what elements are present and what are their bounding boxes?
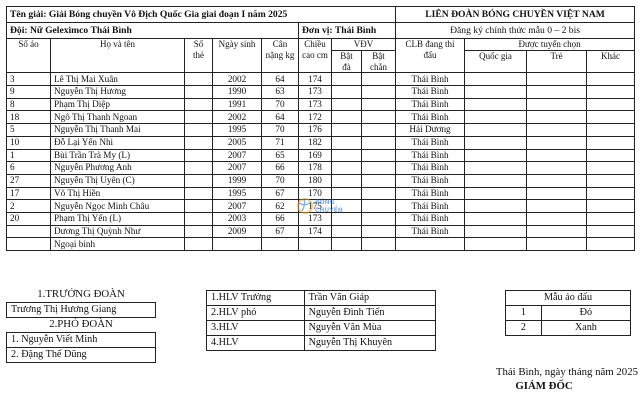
player-national	[465, 98, 527, 111]
col-club: CLB đang thi đấu	[396, 39, 465, 73]
player-national	[465, 174, 527, 187]
player-row	[7, 162, 635, 175]
player-cert	[185, 111, 213, 124]
col-weight: Cân nặng kg	[262, 39, 299, 73]
player-height: 175	[299, 200, 332, 213]
player-cert	[185, 200, 213, 213]
player-name: Nguyễn Thị Thanh Mai	[51, 124, 185, 137]
player-block	[362, 174, 396, 187]
player-shirt-number: 10	[7, 136, 51, 149]
deputy-title: 2.PHÓ ĐOÀN	[49, 318, 113, 330]
player-block	[362, 225, 396, 238]
player-row	[7, 98, 635, 111]
player-height: 182	[299, 136, 332, 149]
player-row	[7, 124, 635, 137]
watermark-text-2: CHUYỀN	[315, 207, 343, 214]
player-youth	[527, 98, 587, 111]
coach-role: 1.HLV Trưởng	[207, 291, 305, 306]
player-block	[362, 187, 396, 200]
player-block	[362, 136, 396, 149]
player-block	[362, 200, 396, 213]
foreign-player-row: Ngoại binh	[51, 238, 185, 251]
player-height: 170	[299, 187, 332, 200]
player-block	[362, 98, 396, 111]
player-shirt-number	[7, 225, 51, 238]
player-height: 172	[299, 111, 332, 124]
player-birth-year: 1991	[213, 98, 262, 111]
player-spike	[332, 174, 362, 187]
player-club: Thái Bình	[396, 73, 465, 86]
player-row	[7, 136, 635, 149]
player-other	[587, 73, 635, 86]
coaches-table	[206, 290, 436, 351]
player-weight: 67	[262, 187, 299, 200]
player-spike	[332, 162, 362, 175]
player-weight: 65	[262, 149, 299, 162]
player-national	[465, 86, 527, 99]
player-birth-year: 2009	[213, 225, 262, 238]
player-spike	[332, 225, 362, 238]
player-cert	[185, 124, 213, 137]
player-cert	[185, 86, 213, 99]
player-row	[7, 149, 635, 162]
player-club: Thái Bình	[396, 136, 465, 149]
player-block	[362, 149, 396, 162]
player-height: 180	[299, 174, 332, 187]
player-cert	[185, 212, 213, 225]
col-name: Họ và tên	[51, 39, 185, 73]
player-club: Thái Bình	[396, 111, 465, 124]
date-line: Thái Bình, ngày tháng năm 2025	[495, 366, 638, 378]
player-other	[587, 225, 635, 238]
player-other	[587, 98, 635, 111]
player-club: Thái Bình	[396, 187, 465, 200]
signer-title: GIÁM ĐỐC	[515, 380, 573, 392]
player-birth-year: 2007	[213, 149, 262, 162]
deputy-table	[6, 332, 156, 363]
player-other	[587, 124, 635, 137]
coach-role: 3.HLV	[207, 321, 305, 336]
col-dob: Ngày sinh	[213, 39, 262, 73]
watermark-text-1: BÓNG	[315, 199, 335, 206]
col-height: Chiều cao cm	[299, 39, 332, 73]
player-height: 174	[299, 73, 332, 86]
team-name: Đội: Nữ Geleximco Thái Bình	[7, 23, 299, 39]
player-cert	[185, 187, 213, 200]
player-name: Nguyễn Phương Anh	[51, 162, 185, 175]
head-of-delegation-table	[6, 302, 156, 318]
player-youth	[527, 162, 587, 175]
coach-row	[207, 336, 436, 351]
player-other	[587, 149, 635, 162]
player-national	[465, 162, 527, 175]
player-shirt-number: 9	[7, 86, 51, 99]
kit-row	[506, 321, 631, 336]
head-of-delegation-name: Trương Thị Hương Giang	[7, 303, 156, 318]
player-club: Thái Bình	[396, 162, 465, 175]
player-youth	[527, 174, 587, 187]
player-height: 178	[299, 162, 332, 175]
coach-name: Nguyễn Thị Khuyên	[304, 336, 435, 351]
player-national	[465, 111, 527, 124]
player-birth-year: 1995	[213, 124, 262, 137]
col-spike: Bật đà	[332, 50, 362, 73]
kit-color: Đỏ	[541, 306, 630, 321]
col-shirt: Số áo	[7, 39, 51, 73]
player-weight: 67	[262, 225, 299, 238]
player-youth	[527, 111, 587, 124]
player-shirt-number: 20	[7, 212, 51, 225]
player-club: Thái Bình	[396, 200, 465, 213]
player-height: 169	[299, 149, 332, 162]
federation-name: LIÊN ĐOÀN BÓNG CHUYỀN VIỆT NAM	[396, 7, 635, 23]
kit-color: Xanh	[541, 321, 630, 336]
player-block	[362, 162, 396, 175]
player-height: 173	[299, 212, 332, 225]
coach-name: Nguyễn Đình Tiến	[304, 306, 435, 321]
player-height: 176	[299, 124, 332, 137]
player-club: Hải Dương	[396, 124, 465, 137]
deputy-name-1: 1. Nguyễn Viết Minh	[7, 333, 156, 348]
col-national: Quốc gia	[465, 50, 527, 73]
player-name: Đỗ Lại Yến Nhi	[51, 136, 185, 149]
player-other	[587, 86, 635, 99]
player-birth-year: 1999	[213, 174, 262, 187]
player-weight: 64	[262, 111, 299, 124]
volleyball-watermark-logo	[296, 194, 350, 222]
player-other	[587, 212, 635, 225]
player-other	[587, 200, 635, 213]
player-national	[465, 73, 527, 86]
player-spike	[332, 111, 362, 124]
player-youth	[527, 187, 587, 200]
col-other: Khác	[587, 50, 635, 73]
head-of-delegation-title: 1.TRƯỞNG ĐOÀN	[37, 288, 125, 300]
player-weight: 70	[262, 174, 299, 187]
player-row	[7, 73, 635, 86]
player-spike	[332, 124, 362, 137]
player-row	[7, 174, 635, 187]
player-shirt-number: 17	[7, 187, 51, 200]
player-name: Nguyễn Thị Hương	[51, 86, 185, 99]
player-cert	[185, 98, 213, 111]
col-vdv: VĐV	[332, 39, 396, 51]
player-block	[362, 124, 396, 137]
player-youth	[527, 149, 587, 162]
col-block: Bật chắn	[362, 50, 396, 73]
player-birth-year: 2003	[213, 212, 262, 225]
player-spike	[332, 98, 362, 111]
col-youth: Trẻ	[527, 50, 587, 73]
player-club: Thái Bình	[396, 86, 465, 99]
kit-colors-title: Mẫu áo đấu	[506, 291, 631, 306]
col-selected: Được tuyển chọn	[465, 39, 635, 51]
deputy-name-2: 2. Đặng Thế Dũng	[7, 348, 156, 363]
player-shirt-number: 6	[7, 162, 51, 175]
player-shirt-number: 18	[7, 111, 51, 124]
player-shirt-number: 2	[7, 200, 51, 213]
player-cert	[185, 162, 213, 175]
player-name: Nguyễn Ngọc Minh Châu	[51, 200, 185, 213]
player-club: Thái Bình	[396, 149, 465, 162]
coach-row	[207, 291, 436, 306]
player-other	[587, 136, 635, 149]
player-spike	[332, 136, 362, 149]
player-block	[362, 73, 396, 86]
player-height: 173	[299, 86, 332, 99]
player-youth	[527, 136, 587, 149]
player-youth	[527, 124, 587, 137]
coach-role: 4.HLV	[207, 336, 305, 351]
unit-name: Đơn vị: Thái Bình	[299, 23, 396, 39]
player-cert	[185, 73, 213, 86]
player-name: Phạm Thị Yến (L)	[51, 212, 185, 225]
player-birth-year: 2002	[213, 73, 262, 86]
player-birth-year: 1995	[213, 187, 262, 200]
player-block	[362, 212, 396, 225]
player-youth	[527, 73, 587, 86]
kit-number: 1	[506, 306, 542, 321]
player-cert	[185, 225, 213, 238]
registration-form: Đăng ký chính thức mẫu 0 – 2 bis	[396, 23, 635, 39]
player-national	[465, 124, 527, 137]
player-national	[465, 187, 527, 200]
player-spike	[332, 86, 362, 99]
player-other	[587, 162, 635, 175]
kit-row	[506, 306, 631, 321]
player-other	[587, 111, 635, 124]
player-national	[465, 200, 527, 213]
player-shirt-number: 3	[7, 73, 51, 86]
player-club: Thái Bình	[396, 174, 465, 187]
player-name: Phạm Thị Diệp	[51, 98, 185, 111]
player-block	[362, 86, 396, 99]
player-national	[465, 149, 527, 162]
coach-role: 2.HLV phó	[207, 306, 305, 321]
player-name: Võ Thị Hiền	[51, 187, 185, 200]
player-block	[362, 111, 396, 124]
player-national	[465, 225, 527, 238]
player-row	[7, 86, 635, 99]
player-weight: 66	[262, 212, 299, 225]
player-weight: 70	[262, 98, 299, 111]
player-name: Nguyễn Thị Uyên (C)	[51, 174, 185, 187]
player-height: 174	[299, 225, 332, 238]
player-birth-year: 2007	[213, 162, 262, 175]
player-weight: 64	[262, 73, 299, 86]
player-birth-year: 2007	[213, 200, 262, 213]
player-cert	[185, 174, 213, 187]
player-weight: 66	[262, 162, 299, 175]
player-national	[465, 212, 527, 225]
col-cert: Số thẻ	[185, 39, 213, 73]
player-height: 173	[299, 98, 332, 111]
player-cert	[185, 149, 213, 162]
player-club: Thái Bình	[396, 225, 465, 238]
player-name: Ngô Thị Thanh Ngoan	[51, 111, 185, 124]
player-birth-year: 2002	[213, 111, 262, 124]
player-youth	[527, 225, 587, 238]
player-club: Thái Bình	[396, 212, 465, 225]
player-youth	[527, 200, 587, 213]
player-row	[7, 225, 635, 238]
player-name: Bùi Trần Trà My (L)	[51, 149, 185, 162]
player-shirt-number: 5	[7, 124, 51, 137]
player-club: Thái Bình	[396, 98, 465, 111]
player-youth	[527, 86, 587, 99]
coach-name: Trần Văn Giáp	[304, 291, 435, 306]
player-shirt-number: 8	[7, 98, 51, 111]
player-spike	[332, 73, 362, 86]
player-other	[587, 174, 635, 187]
coach-row	[207, 306, 436, 321]
kit-number: 2	[506, 321, 542, 336]
player-weight: 71	[262, 136, 299, 149]
player-spike	[332, 149, 362, 162]
player-weight: 63	[262, 86, 299, 99]
player-cert	[185, 136, 213, 149]
player-birth-year: 1990	[213, 86, 262, 99]
player-national	[465, 136, 527, 149]
tournament-title: Tên giải: Giải Bóng chuyền Vô Địch Quốc Gia giai đoạn I năm 2025	[7, 7, 396, 23]
player-birth-year: 2005	[213, 136, 262, 149]
player-name: Dương Thị Quỳnh Như	[51, 225, 185, 238]
coach-row	[207, 321, 436, 336]
coach-name: Nguyễn Văn Mùa	[304, 321, 435, 336]
kit-colors-table	[505, 290, 631, 336]
player-row	[7, 111, 635, 124]
player-weight: 62	[262, 200, 299, 213]
player-shirt-number: 1	[7, 149, 51, 162]
player-shirt-number: 27	[7, 174, 51, 187]
player-youth	[527, 212, 587, 225]
player-other	[587, 187, 635, 200]
player-name: Lê Thị Mai Xuân	[51, 73, 185, 86]
player-weight: 70	[262, 124, 299, 137]
